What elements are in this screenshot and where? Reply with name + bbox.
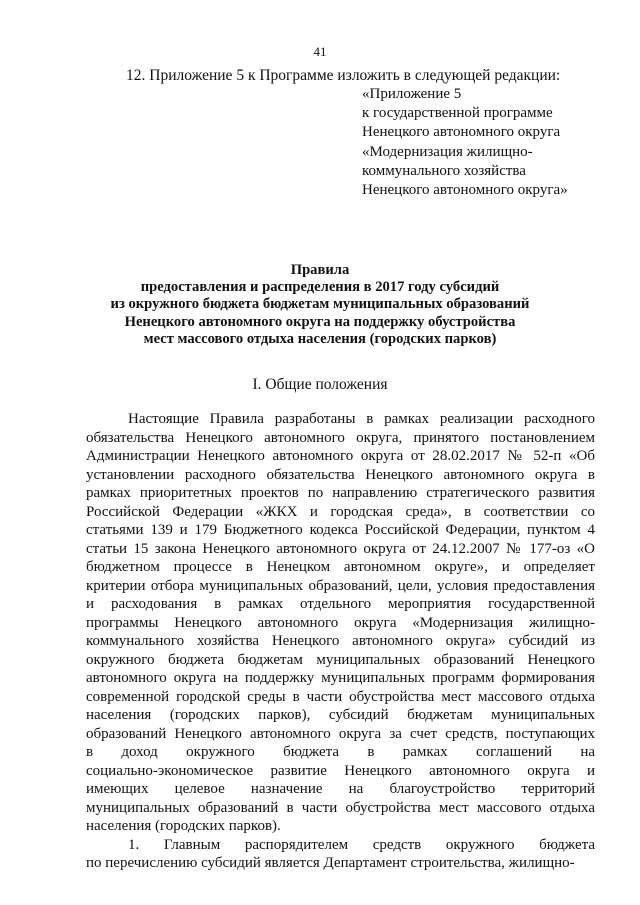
appendix-line: «Приложение 5 bbox=[362, 86, 462, 102]
page-number: 41 bbox=[313, 44, 327, 59]
body-line: образований Ненецкого автономного округа за счет средств, поступающих bbox=[86, 725, 595, 742]
title-line: Правила bbox=[290, 262, 350, 278]
appendix-line: «Модернизация жилищно- bbox=[362, 143, 533, 160]
body-line: имеющих целевое назначение на благоустройство территорий bbox=[86, 781, 595, 797]
body-line: рамках приоритетных проектов по направлению стратегического развития bbox=[86, 485, 595, 501]
body-line: муниципальных образований в части обустройства мест массового отдыха bbox=[86, 799, 595, 816]
body-line: критерии отбора муниципальных образований, цели, условия предоставления bbox=[86, 577, 595, 594]
body-line: Настоящие Правила разработаны в рамках реализации расходного bbox=[128, 411, 595, 427]
amendment-intro: 12. Приложение 5 к Программе изложить в следующей редакции: bbox=[126, 67, 561, 84]
body-line: коммунального хозяйства Ненецкого автономного округа» субсидий из bbox=[86, 633, 595, 649]
appendix-line: Ненецкого автономного округа bbox=[362, 124, 561, 141]
body-line: статьями 139 и 179 Бюджетного кодекса Российской Федерации, пунктом 4 bbox=[86, 522, 595, 538]
body-line: установлении расходного обязательства Ненецкого автономного округа в bbox=[86, 466, 595, 483]
body-line: по перечислению субсидий является Департамент строительства, жилищно- bbox=[86, 855, 575, 871]
body-line: современной городской среды в части обустройства мест массового отдыха bbox=[86, 688, 595, 705]
body-line: в доход окружного бюджета в рамках соглашений на bbox=[86, 744, 595, 760]
appendix-line: Ненецкого автономного округа» bbox=[362, 182, 568, 199]
body-line: Администрации Ненецкого автономного округа от 28.02.2017 № 52-п «Об bbox=[86, 448, 595, 464]
body-line: населения (городских парков), субсидий бюджетам муниципальных bbox=[86, 707, 595, 723]
body-line: обязательства Ненецкого автономного округа, принятого постановлением bbox=[86, 429, 595, 446]
body-line: и расходования в рамках отдельного мероприятия государственной bbox=[86, 596, 595, 612]
title-line: мест массового отдыха населения (городских парков) bbox=[143, 330, 497, 347]
title-line: из окружного бюджета бюджетам муниципальных образований bbox=[110, 296, 530, 313]
body-text bbox=[86, 410, 595, 873]
body-line: бюджетном процессе в Ненецком автономном округе», и определяет bbox=[86, 559, 595, 575]
appendix-line: к государственной программе bbox=[362, 105, 553, 122]
title-line: предоставления и распределения в 2017 году субсидий bbox=[140, 279, 500, 296]
body-line: окружного бюджета бюджетам муниципальных образований Ненецкого bbox=[86, 651, 595, 668]
body-line: статьи 15 закона Ненецкого автономного округа от 24.12.2007 № 177-оз «О bbox=[86, 540, 595, 557]
body-line: населения (городских парков). bbox=[86, 818, 281, 834]
body-line: социально-экономическое развитие Ненецкого автономного округа и bbox=[86, 762, 595, 779]
appendix-header bbox=[362, 85, 568, 200]
body-line: программы Ненецкого автономного округа «Модернизация жилищно- bbox=[86, 614, 595, 631]
body-line: автономного округа на поддержку муниципальных программ формирования bbox=[86, 670, 595, 686]
body-line: Российской Федерации «ЖКХ и городская среда», в соответствии со bbox=[86, 503, 595, 520]
document-title bbox=[40, 262, 600, 348]
section-heading: I. Общие положения bbox=[252, 376, 388, 393]
appendix-line: коммунального хозяйства bbox=[362, 162, 526, 179]
title-line: Ненецкого автономного округа на поддержку обустройства bbox=[124, 313, 516, 330]
body-line: 1. Главным распорядителем средств окружного бюджета bbox=[128, 836, 595, 853]
